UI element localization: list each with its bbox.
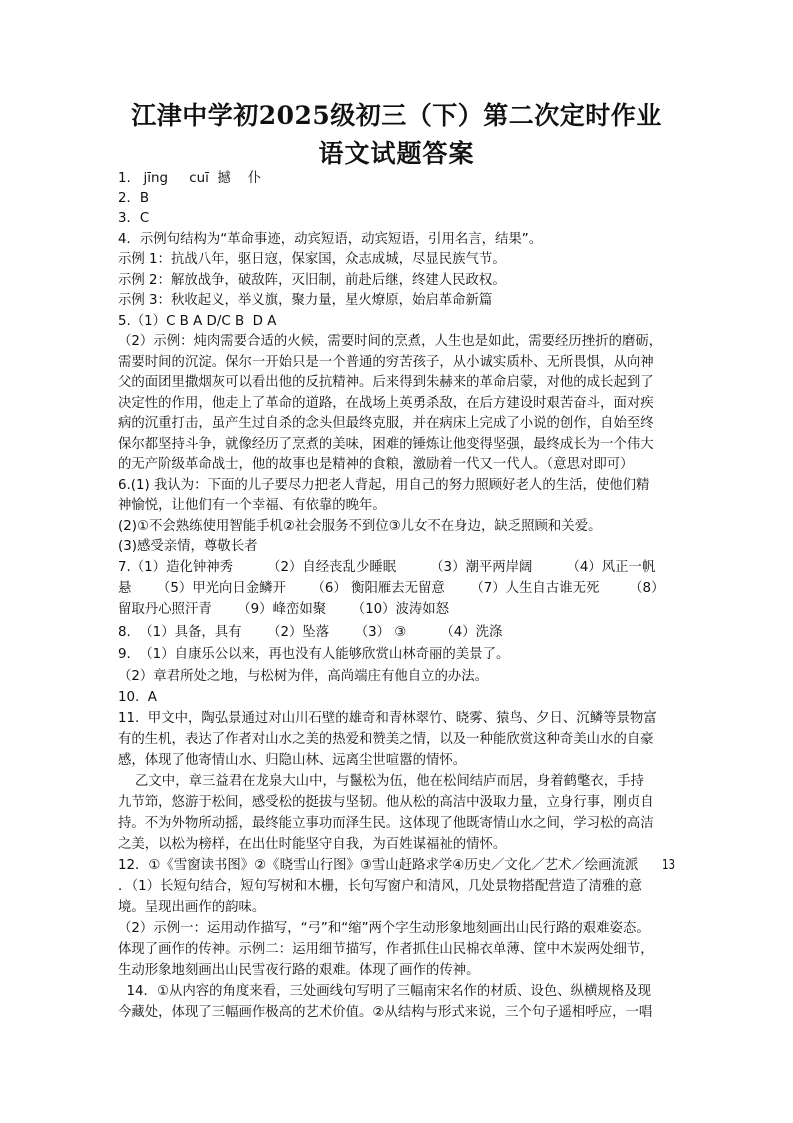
- answer-5-2-line: 病的沉重打击，虽产生过自杀的念头但最终克服，并在病床上完成了小说的创作，自始至终: [118, 416, 654, 431]
- answer-11-line: 九节笻，悠游于松间，感受松的挺拔与坚韧。他从松的高洁中汲取力量，立身行事，刚贞自: [118, 795, 654, 810]
- answer-9-1: 9. （1）自康乐公以来，再也没有人能够欣赏山林奇丽的美景了。: [118, 647, 510, 662]
- answer-5-2-line: 父的面团里撒烟灰可以看出他的反抗精神。后来得到朱赫来的革命启蒙，对他的成长起到了: [118, 375, 654, 390]
- answer-5-2-line: 需要时间的沉淀。保尔一开始只是一个普通的穷苦孩子，从小诚实质朴、无所畏惧，从向神: [118, 355, 654, 370]
- answer-2: 2．B: [118, 191, 150, 206]
- answer-6-1-line: 神愉悦，让他们有一个幸福、有依靠的晚年。: [118, 498, 386, 513]
- answer-1: 1. jīng cuī 撼 仆: [118, 171, 262, 186]
- answer-8: 8. （1）具备，具有 （2）坠落 （3） ③ （4）洗涤: [118, 625, 503, 640]
- answer-7-line: 留取丹心照汗青 （9）峰峦如聚 （10）波涛如怒: [118, 602, 450, 617]
- answer-7-line: 7.（1）造化钟神秀 （2）自经丧乱少睡眠 （3）潮平两岸阔 （4）风正一帆: [118, 560, 656, 575]
- answer-5-2-line: （2）示例：炖肉需要合适的火候，需要时间的烹煮，人生也是如此，需要经历挫折的磨砺，: [118, 334, 663, 349]
- answer-11-line: 感，体现了他寄情山水、归隐山林、远离尘世喧嚣的情怀。: [118, 753, 467, 768]
- answer-5-2-line: 决定性的作用，他走上了革命的道路，在战场上英勇杀敌，在后方建设时艰苦奋斗，面对疾: [118, 396, 654, 411]
- answer-13-1-line: ．（1）长短句结合，短句写树和木栅，长句写窗户和清风，几处景物搭配营造了清雅的意: [118, 879, 643, 894]
- answer-6-2: (2)①不会熟练使用智能手机②社会服务不到位③儿女不在身边，缺乏照顾和关爱。: [118, 519, 602, 534]
- answer-12: 12．①《雪窗读书图》②《晓雪山行图》③雪山赶路求学④历史／文化／艺术／绘画流派: [118, 858, 639, 873]
- answer-13-2-line: 生动形象地刻画出山民雪夜行路的艰难。体现了画作的传神。: [118, 963, 480, 978]
- answer-10: 10. A: [118, 690, 157, 705]
- answer-13-1-line: 境。呈现出画作的韵味。: [118, 900, 266, 915]
- answer-13-number: 13: [662, 858, 676, 873]
- answer-11-line: 乙文中，章三益君在龙泉大山中，与鬣松为伍，他在松间结庐而居，身着鹤氅衣，手持: [118, 774, 644, 789]
- answer-4-intro: 4．示例句结构为“革命事迹，动宾短语，动宾短语，引用名言，结果”。: [118, 232, 543, 247]
- answer-11-line: 之美，以松为榜样，在出仕时能坚守自我，为百姓谋福祉的情怀。: [118, 837, 507, 852]
- answer-4-example-2: 示例 2：解放战争，破敌阵，灭旧制，前赴后继，终建人民政权。: [118, 273, 506, 288]
- answer-3: 3．C: [118, 211, 150, 226]
- answer-5-2-line: 的无产阶级革命战士，他的故事也是精神的食粮，激励着一代又一代人。（意思对即可）: [118, 457, 634, 472]
- answer-14-line: 14．①从内容的角度来看，三处画线句写明了三幅南宋名作的材质、设色、纵横规格及现: [118, 984, 652, 999]
- document-subtitle: 语文试题答案: [318, 139, 475, 168]
- answer-11-line: 有的生机，表达了作者对山水之美的热爱和赞美之情，以及一种能欣赏这种奇美山水的自豪: [118, 732, 654, 747]
- answer-5-1: 5.（1）C B A D/C B D A: [118, 314, 277, 329]
- answer-4-example-1: 示例 1：抗战八年，驱日寇，保家国，众志成城，尽显民族气节。: [118, 252, 506, 267]
- answer-9-2: （2）章君所处之地，与松树为伴，高尚端庄有他自立的办法。: [118, 669, 489, 684]
- answer-14-line: 今藏处，体现了三幅画作极高的艺术价值。②从结构与形式来说，三个句子遥相呼应，一唱: [118, 1005, 653, 1020]
- document-title: 江津中学初2025级初三（下）第二次定时作业: [131, 101, 662, 130]
- answer-4-example-3: 示例 3：秋收起义，举义旗，聚力量，星火燎原，始启革命新篇: [118, 293, 493, 308]
- answer-6-3: (3)感受亲情，尊敬长者: [118, 539, 258, 554]
- answer-6-1-line: 6.(1) 我认为：下面的儿子要尽力把老人背起，用自己的努力照顾好老人的生活，使他们精: [118, 478, 650, 493]
- answer-11-line: 11. 甲文中，陶弘景通过对山川石壁的雄奇和青林翠竹、晓雾、猿鸟、夕日、沉鳞等景物富: [118, 711, 657, 726]
- answer-13-2-line: （2）示例一：运用动作描写，“弓”和“缩”两个字生动形象地刻画出山民行路的艰难姿态。: [118, 921, 650, 936]
- answer-5-2-line: 保尔都坚持斗争，就像经历了烹煮的美味，困难的锤炼让他变得坚强，最终成长为一个伟大: [118, 437, 654, 452]
- answer-11-line: 持。不为外物所动摇，最终能立事功而泽生民。这体现了他既寄情山水之间，学习松的高洁: [118, 816, 654, 831]
- answer-7-line: 悬 （5）甲光向日金鳞开 （6） 衡阳雁去无留意 （7）人生自古谁无死 （8）: [118, 581, 665, 596]
- answer-13-2-line: 体现了画作的传神。示例二：运用细节描写，作者抓住山民棉衣单薄、筐中木炭两处细节，: [118, 942, 654, 957]
